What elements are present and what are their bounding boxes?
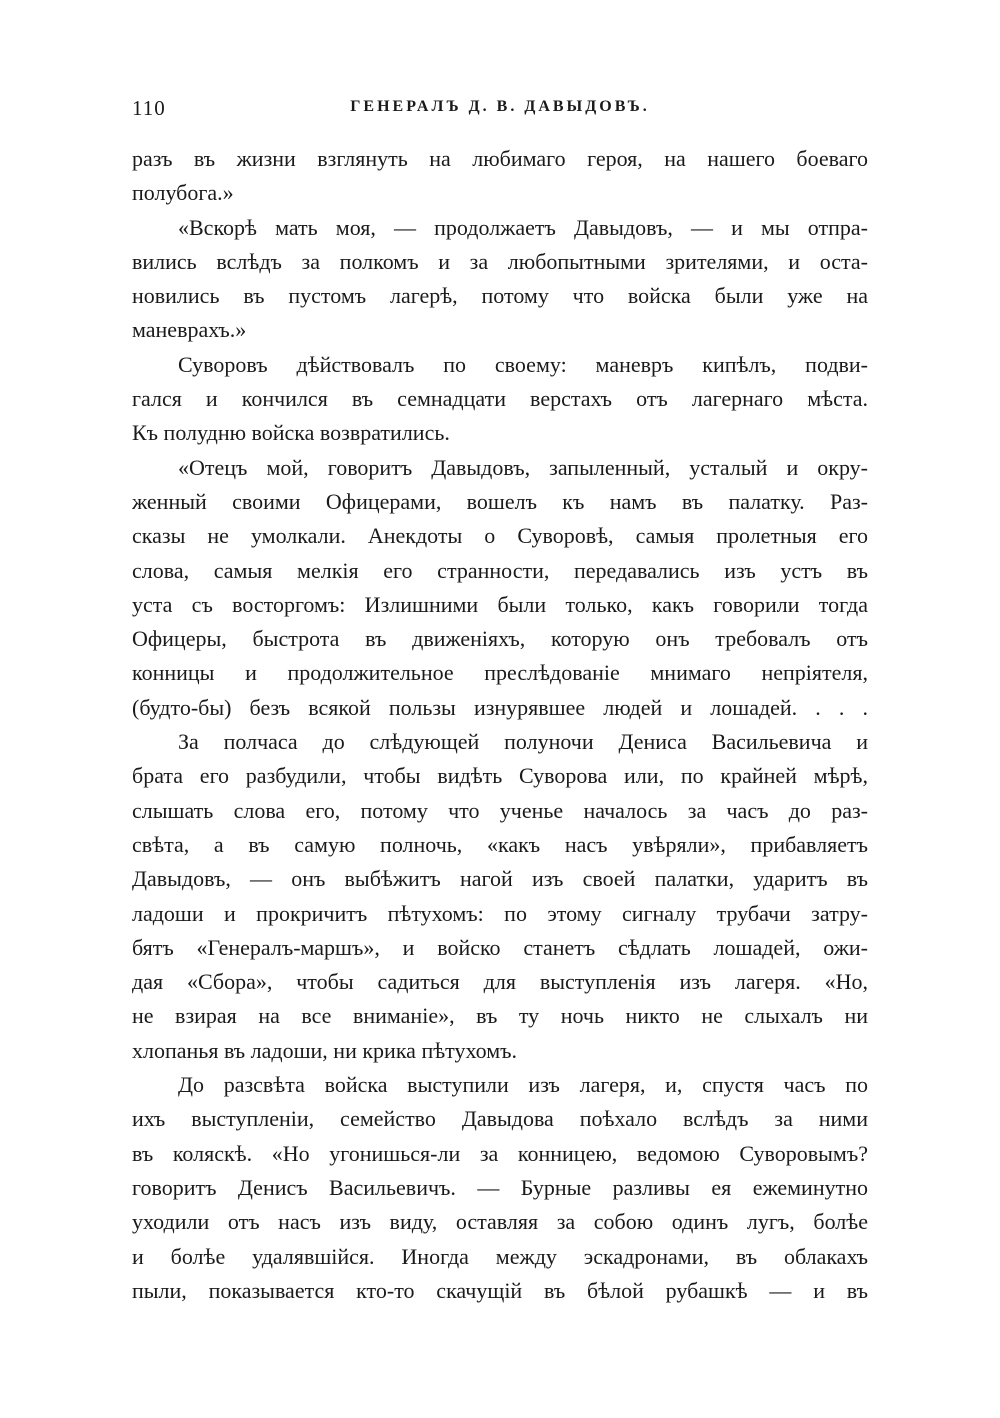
- text-line: и болѣе удалявшійся. Иногда между эскадронами, въ облакахъ: [132, 1243, 868, 1269]
- text-line: новились въ пустомъ лагерѣ, потому что войска были уже на: [132, 283, 868, 309]
- text-line: Суворовъ дѣйствовалъ по своему: маневръ кипѣлъ, подви-: [178, 351, 868, 377]
- text-line: За полчаса до слѣдующей полуночи Дениса Васильевича и: [178, 729, 868, 755]
- text-line: полубога.»: [132, 180, 234, 206]
- text-line: Давыдовъ, — онъ выбѣжитъ нагой изъ своей палатки, ударитъ въ: [132, 866, 868, 892]
- text-line: хлопанья въ ладоши, ни крика пѣтухомъ.: [132, 1037, 518, 1063]
- text-line: сказы не умолкали. Анекдоты о Суворовѣ, самыя пролетныя его: [132, 523, 868, 549]
- running-title: ГЕНЕРАЛЪ Д. В. ДАВЫДОВЪ.: [350, 98, 650, 115]
- text-line: «Вскорѣ мать моя, — продолжаетъ Давыдовъ, — и мы отпра-: [178, 214, 868, 240]
- text-line: пыли, показывается кто-то скачущій въ бѣлой рубашкѣ — и въ: [132, 1277, 868, 1303]
- text-line: свѣта, а въ самую полночь, «какъ насъ увѣряли», прибавляетъ: [132, 831, 868, 857]
- text-line: вились вслѣдъ за полкомъ и за любопытными зрителями, и оста-: [132, 248, 868, 274]
- body-text: [132, 142, 868, 1308]
- text-line: уста съ восторгомъ: Излишними были только, какъ говорили тогда: [132, 591, 868, 617]
- text-line: гался и кончился въ семнадцати верстахъ отъ лагернаго мѣста.: [132, 386, 868, 412]
- text-line: ладоши и прокричитъ пѣтухомъ: по этому сигналу трубачи затру-: [132, 900, 868, 926]
- page-number: 110: [132, 96, 166, 120]
- running-head: [132, 96, 868, 122]
- text-line: маневрахъ.»: [132, 317, 247, 343]
- text-line: «Отецъ мой, говоритъ Давыдовъ, запыленный, усталый и окру-: [178, 454, 868, 480]
- text-line: говоритъ Денисъ Васильевичъ. — Бурные разливы ея ежеминутно: [132, 1174, 868, 1200]
- text-line: въ коляскѣ. «Но угонишься-ли за конницею, ведомою Суворовымъ?: [132, 1140, 868, 1166]
- text-line: слова, самыя мелкія его странности, передавались изъ устъ въ: [132, 557, 868, 583]
- text-line: женный своими Офицерами, вошелъ къ намъ въ палатку. Раз-: [132, 488, 868, 514]
- text-line: разъ въ жизни взглянуть на любимаго героя, на нашего боеваго: [132, 146, 868, 171]
- text-line: не взирая на все вниманіе», въ ту ночь никто не слыхалъ ни: [132, 1003, 868, 1029]
- text-line: брата его разбудили, чтобы видѣть Суворова или, по крайней мѣрѣ,: [132, 763, 868, 789]
- text-line: конницы и продолжительное преслѣдованіе мнимаго непріятеля,: [132, 660, 868, 686]
- text-line: Офицеры, быстрота въ движеніяхъ, которую онъ требовалъ отъ: [132, 626, 868, 652]
- text-line: До разсвѣта войска выступили изъ лагеря, и, спустя часъ по: [178, 1072, 868, 1098]
- text-line: уходили отъ насъ изъ виду, оставляя за собою одинъ лугъ, болѣе: [132, 1209, 868, 1235]
- text-line: Къ полудню войска возвратились.: [132, 420, 450, 446]
- text-line: ихъ выступленіи, семейство Давыдова поѣхало вслѣдъ за ними: [132, 1106, 868, 1132]
- text-line: бятъ «Генералъ-маршъ», и войско станетъ сѣдлать лошадей, ожи-: [132, 934, 868, 960]
- text-line: дая «Сбора», чтобы садиться для выступленія изъ лагеря. «Но,: [132, 969, 868, 995]
- text-line: (будто-бы) безъ всякой пользы изнурявшее людей и лошадей. . . .: [132, 694, 868, 720]
- text-line: слышать слова его, потому что ученье началось за часъ до раз-: [132, 797, 868, 823]
